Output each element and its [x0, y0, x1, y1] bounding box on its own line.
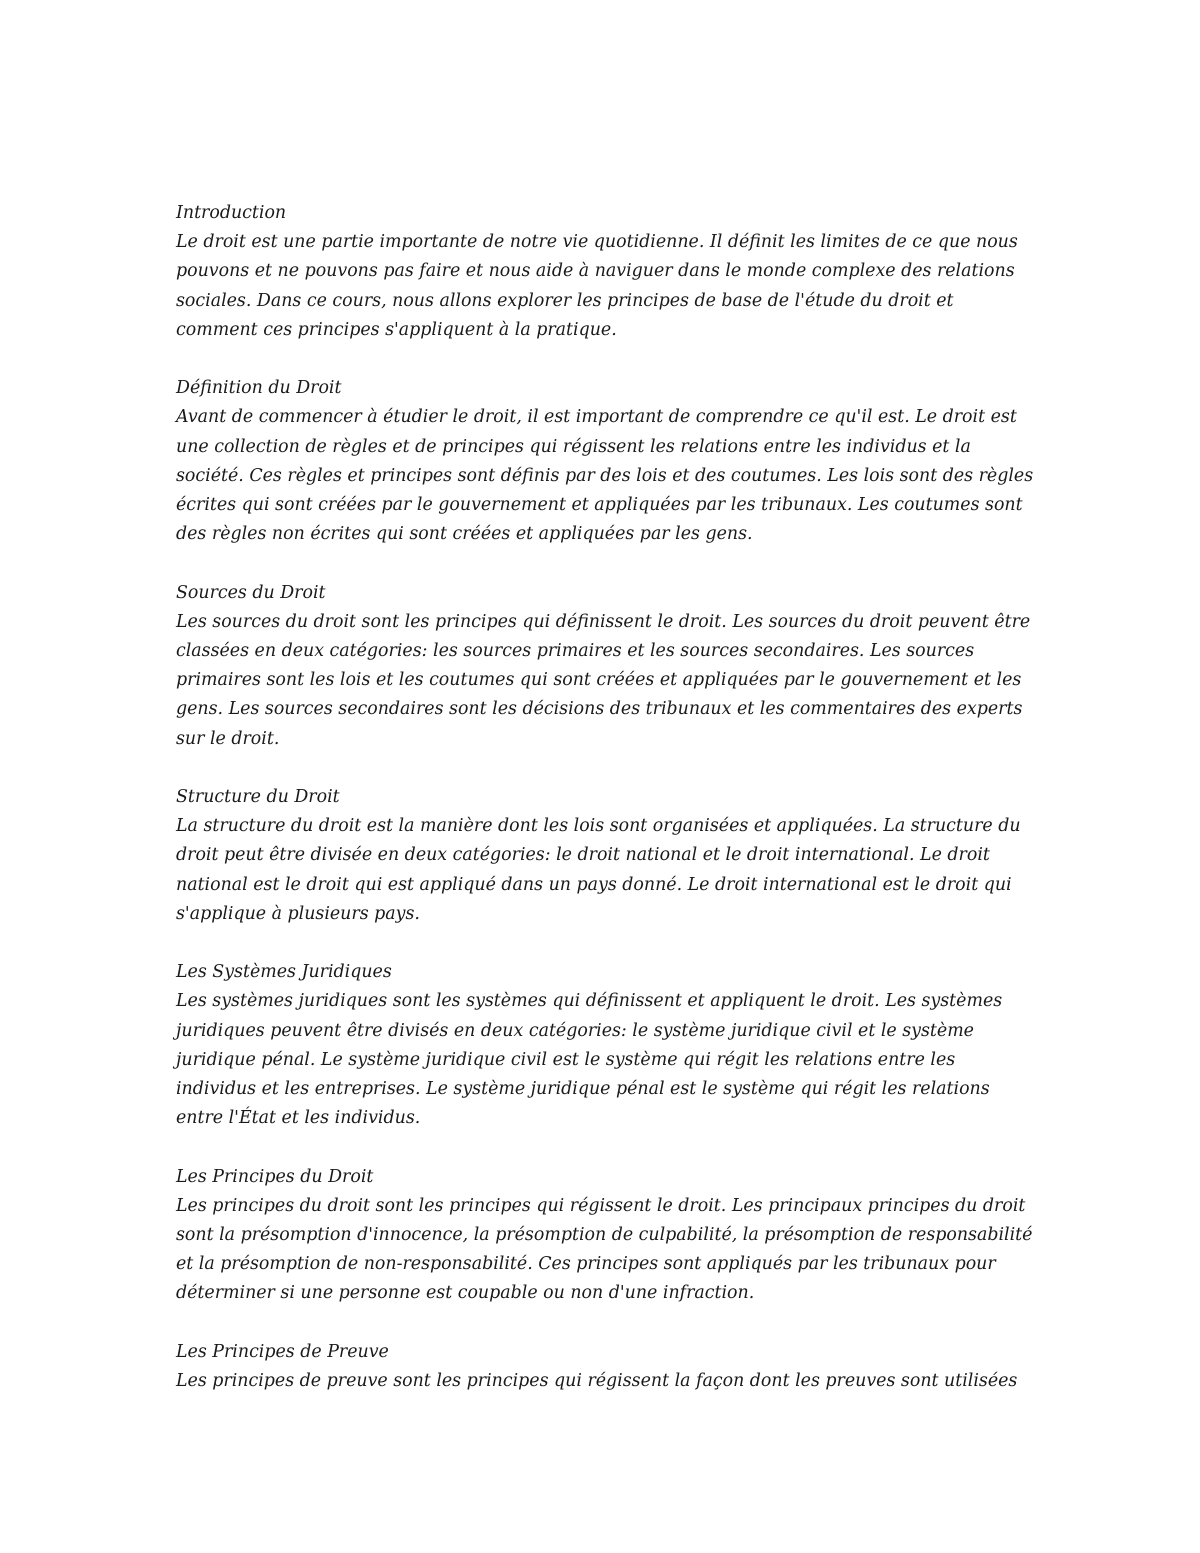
section-introduction: [176, 199, 1036, 345]
section-heading: Les Systèmes Juridiques: [176, 962, 392, 983]
section-heading: Les Principes du Droit: [176, 1166, 374, 1187]
section-principes-droit: [176, 1163, 1036, 1309]
section-paragraph: Les principes du droit sont les principes qui régissent le droit. Les principaux principes du droit sont la présomption d'innocence, la présomption de culpabilité, la présomption de responsabilité et la présomption de non-responsabilité. Ces principes sont appliqués par les tribunaux pour déterminer si une personne est coupable ou non d'une infraction.: [176, 1195, 1033, 1304]
section-heading: Introduction: [176, 203, 287, 223]
section-sources: [176, 579, 1036, 754]
section-paragraph: La structure du droit est la manière dont les lois sont organisées et appliquées. La structure du droit peut être divisée en deux catégories: le droit national et le droit international. Le droit national est le droit qui est appliqué dans un pays donné. Le droit international est le droit qui s'applique à plusieurs pays.: [176, 816, 1021, 924]
section-heading: Structure du Droit: [176, 787, 340, 808]
section-paragraph: Le droit est une partie importante de notre vie quotidienne. Il définit les limites de ce que nous pouvons et ne pouvons pas faire et nous aide à naviguer dans le monde complexe des relations sociales. Dans ce cours, nous allons explorer les principes de base de l'étude du droit et comment ces principes s'appliquent à la pratique.: [176, 232, 1018, 340]
section-paragraph: Les systèmes juridiques sont les systèmes qui définissent et appliquent le droit. Les systèmes juridiques peuvent être divisés en deux catégories: le système juridique civil et le système juridique pénal. Le système juridique civil est le système qui régit les relations entre les individus et les entreprises. Le système juridique pénal est le système qui régit les relations entre l'État et les individus.: [176, 991, 1003, 1129]
section-systemes-juridiques: [176, 958, 1036, 1133]
section-definition: [176, 374, 1036, 549]
section-heading: Définition du Droit: [176, 378, 342, 399]
section-structure: [176, 783, 1036, 929]
section-paragraph: Avant de commencer à étudier le droit, il est important de comprendre ce qu'il est. Le droit est une collection de règles et de principes qui régissent les relations entre les individus et la société. Ces règles et principes sont définis par des lois et des coutumes. Les lois sont des règles écrites qui sont créées par le gouvernement et appliquées par les tribunaux. Les coutumes sont des règles non écrites qui sont créées et appliquées par les gens.: [176, 407, 1034, 545]
section-principes-preuve: [176, 1338, 1036, 1396]
section-heading: Sources du Droit: [176, 582, 326, 603]
section-heading: Les Principes de Preuve: [176, 1341, 389, 1362]
section-paragraph: Les sources du droit sont les principes qui définissent le droit. Les sources du droit peuvent être classées en deux catégories: les sources primaires et les sources secondaires. Les sources primaires sont les lois et les coutumes qui sont créées et appliquées par le gouvernement et les gens. Les sources secondaires sont les décisions des tribunaux et les commentaires des experts sur le droit.: [176, 611, 1031, 749]
document-page: [176, 199, 1036, 1425]
section-paragraph: Les principes de preuve sont les principes qui régissent la façon dont les preuves sont utilisées: [176, 1371, 1018, 1392]
